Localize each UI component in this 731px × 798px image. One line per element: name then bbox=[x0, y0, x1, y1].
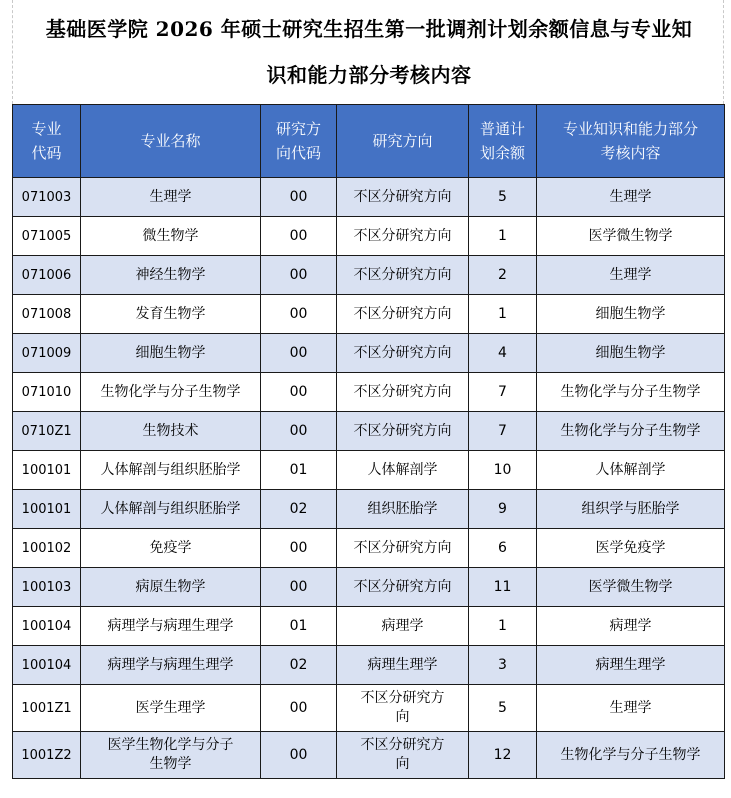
cell-major-name: 病理学与病理生理学 bbox=[81, 646, 261, 685]
table-row bbox=[13, 607, 725, 646]
cell-exam-content: 生理学 bbox=[537, 256, 725, 295]
cell-quota: 3 bbox=[469, 646, 537, 685]
cell-direction-code: 00 bbox=[261, 256, 337, 295]
cell-exam-content: 组织学与胚胎学 bbox=[537, 490, 725, 529]
table-row bbox=[13, 295, 725, 334]
table-row bbox=[13, 178, 725, 217]
cell-exam-content: 生物化学与分子生物学 bbox=[537, 412, 725, 451]
header-quota: 普通计 划余额 bbox=[469, 105, 537, 178]
cell-quota: 2 bbox=[469, 256, 537, 295]
cell-quota: 6 bbox=[469, 529, 537, 568]
cell-major-name: 微生物学 bbox=[81, 217, 261, 256]
cell-exam-content: 医学微生物学 bbox=[537, 217, 725, 256]
cell-direction-code: 00 bbox=[261, 334, 337, 373]
table-header-row bbox=[13, 105, 725, 178]
cell-major-code: 1001Z1 bbox=[13, 685, 81, 732]
cell-direction-code: 00 bbox=[261, 685, 337, 732]
cell-direction: 病理学 bbox=[337, 607, 469, 646]
cell-quota: 1 bbox=[469, 217, 537, 256]
cell-major-name: 病理学与病理生理学 bbox=[81, 607, 261, 646]
table-row bbox=[13, 373, 725, 412]
document-title bbox=[13, 6, 725, 98]
cell-major-name-line-1: 医学生物化学与分子 bbox=[107, 737, 234, 753]
cell-major-name: 生物技术 bbox=[81, 412, 261, 451]
cell-direction: 不区分研究方向 bbox=[337, 178, 469, 217]
title-line-1: 基础医学院 2026 年硕士研究生招生第一批调剂计划余额信息与专业知 bbox=[45, 17, 693, 41]
cell-major-code: 100101 bbox=[13, 490, 81, 529]
cell-exam-content: 医学微生物学 bbox=[537, 568, 725, 607]
cell-quota: 1 bbox=[469, 607, 537, 646]
cell-direction-line-2: 向 bbox=[395, 709, 410, 725]
table-row bbox=[13, 732, 725, 779]
cell-major-code: 1001Z2 bbox=[13, 732, 81, 779]
cell-direction-code: 00 bbox=[261, 529, 337, 568]
cell-exam-content: 生物化学与分子生物学 bbox=[537, 732, 725, 779]
cell-major-name: 病原生物学 bbox=[81, 568, 261, 607]
cell-quota: 7 bbox=[469, 412, 537, 451]
cell-major-name: 细胞生物学 bbox=[81, 334, 261, 373]
table-row bbox=[13, 646, 725, 685]
cell-direction bbox=[337, 732, 469, 779]
cell-direction-code: 00 bbox=[261, 732, 337, 779]
cell-quota: 5 bbox=[469, 685, 537, 732]
cell-major-code: 100104 bbox=[13, 607, 81, 646]
cell-exam-content: 生理学 bbox=[537, 178, 725, 217]
table-row bbox=[13, 334, 725, 373]
cell-major-name-line-2: 生物学 bbox=[149, 756, 192, 772]
header-major-name: 专业名称 bbox=[81, 105, 261, 178]
cell-direction-code: 00 bbox=[261, 295, 337, 334]
cell-direction: 不区分研究方向 bbox=[337, 373, 469, 412]
cell-direction: 人体解剖学 bbox=[337, 451, 469, 490]
cell-direction: 不区分研究方向 bbox=[337, 334, 469, 373]
cell-quota: 1 bbox=[469, 295, 537, 334]
cell-major-code: 0710Z1 bbox=[13, 412, 81, 451]
cell-major-name bbox=[81, 732, 261, 779]
cell-exam-content: 病理生理学 bbox=[537, 646, 725, 685]
cell-quota: 12 bbox=[469, 732, 537, 779]
cell-major-code: 071006 bbox=[13, 256, 81, 295]
cell-major-code: 100103 bbox=[13, 568, 81, 607]
cell-major-code: 071009 bbox=[13, 334, 81, 373]
cell-major-code: 100102 bbox=[13, 529, 81, 568]
cell-major-name: 人体解剖与组织胚胎学 bbox=[81, 451, 261, 490]
cell-major-name: 发育生物学 bbox=[81, 295, 261, 334]
cell-exam-content: 生物化学与分子生物学 bbox=[537, 373, 725, 412]
table-row bbox=[13, 217, 725, 256]
table-row bbox=[13, 451, 725, 490]
table-row bbox=[13, 490, 725, 529]
cell-quota: 9 bbox=[469, 490, 537, 529]
header-major-code: 专业 代码 bbox=[13, 105, 81, 178]
cell-quota: 11 bbox=[469, 568, 537, 607]
cell-major-name: 生理学 bbox=[81, 178, 261, 217]
cell-major-name: 生物化学与分子生物学 bbox=[81, 373, 261, 412]
table-row bbox=[13, 568, 725, 607]
cell-major-code: 100101 bbox=[13, 451, 81, 490]
table-row bbox=[13, 256, 725, 295]
cell-direction-code: 00 bbox=[261, 373, 337, 412]
cell-direction-code: 00 bbox=[261, 412, 337, 451]
cell-major-code: 071003 bbox=[13, 178, 81, 217]
cell-direction bbox=[337, 685, 469, 732]
cell-exam-content: 病理学 bbox=[537, 607, 725, 646]
cell-quota: 10 bbox=[469, 451, 537, 490]
adjustment-plan-table bbox=[12, 104, 725, 779]
header-direction: 研究方向 bbox=[337, 105, 469, 178]
cell-direction: 不区分研究方向 bbox=[337, 412, 469, 451]
cell-major-code: 100104 bbox=[13, 646, 81, 685]
header-direction-code: 研究方 向代码 bbox=[261, 105, 337, 178]
cell-major-name: 人体解剖与组织胚胎学 bbox=[81, 490, 261, 529]
cell-exam-content: 细胞生物学 bbox=[537, 295, 725, 334]
cell-direction-code: 00 bbox=[261, 178, 337, 217]
cell-exam-content: 医学免疫学 bbox=[537, 529, 725, 568]
cell-direction: 不区分研究方向 bbox=[337, 217, 469, 256]
cell-direction: 不区分研究方向 bbox=[337, 568, 469, 607]
cell-direction-code: 02 bbox=[261, 646, 337, 685]
cell-direction-code: 00 bbox=[261, 217, 337, 256]
cell-direction-line-1: 不区分研究方 bbox=[360, 690, 445, 706]
cell-direction-code: 01 bbox=[261, 607, 337, 646]
cell-quota: 7 bbox=[469, 373, 537, 412]
title-box bbox=[12, 0, 724, 104]
cell-major-name: 医学生理学 bbox=[81, 685, 261, 732]
cell-direction: 不区分研究方向 bbox=[337, 256, 469, 295]
cell-exam-content: 细胞生物学 bbox=[537, 334, 725, 373]
cell-major-code: 071008 bbox=[13, 295, 81, 334]
cell-direction-code: 02 bbox=[261, 490, 337, 529]
cell-direction-code: 01 bbox=[261, 451, 337, 490]
table-row bbox=[13, 685, 725, 732]
table-row bbox=[13, 412, 725, 451]
cell-direction: 组织胚胎学 bbox=[337, 490, 469, 529]
table-row bbox=[13, 529, 725, 568]
cell-direction-line-1: 不区分研究方 bbox=[360, 737, 445, 753]
cell-quota: 5 bbox=[469, 178, 537, 217]
cell-direction-line-2: 向 bbox=[395, 756, 410, 772]
cell-major-code: 071010 bbox=[13, 373, 81, 412]
header-exam-content: 专业知识和能力部分 考核内容 bbox=[537, 105, 725, 178]
cell-major-name: 神经生物学 bbox=[81, 256, 261, 295]
cell-exam-content: 人体解剖学 bbox=[537, 451, 725, 490]
title-line-2: 识和能力部分考核内容 bbox=[266, 63, 472, 87]
cell-direction: 不区分研究方向 bbox=[337, 529, 469, 568]
cell-direction-code: 00 bbox=[261, 568, 337, 607]
cell-direction: 病理生理学 bbox=[337, 646, 469, 685]
cell-major-name: 免疫学 bbox=[81, 529, 261, 568]
cell-quota: 4 bbox=[469, 334, 537, 373]
cell-exam-content: 生理学 bbox=[537, 685, 725, 732]
cell-direction: 不区分研究方向 bbox=[337, 295, 469, 334]
cell-major-code: 071005 bbox=[13, 217, 81, 256]
